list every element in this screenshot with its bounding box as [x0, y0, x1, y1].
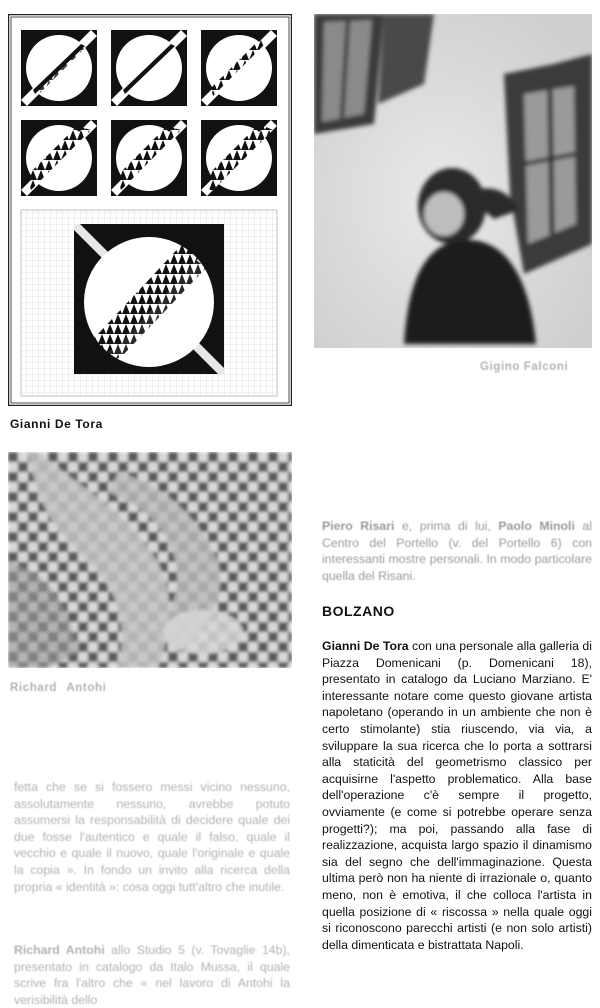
- artwork-tile: [111, 30, 187, 106]
- photo-gigino-falconi: [314, 14, 592, 348]
- caption-photo-falconi: Gigino Falconi: [480, 361, 569, 373]
- section-heading-bolzano: BOLZANO: [322, 603, 395, 619]
- artist-name: Piero Risari: [322, 519, 395, 533]
- artwork-tile: [201, 120, 277, 196]
- intro-paragraph: [322, 518, 592, 584]
- bolzano-paragraph: [322, 638, 592, 953]
- paragraph-text: allo Studio 5 (v. Tovaglie 14b), presentato in catalogo da Italo Mussa, il quale scrive fra l'altro che « nel lavoro di Antohi la verisibilità dello: [14, 943, 290, 1007]
- artwork-tile: [201, 30, 277, 106]
- caption-photo-antohi: Richard Antohi: [10, 682, 107, 694]
- left-paragraph-2: [14, 942, 290, 1008]
- artwork-tile: [21, 30, 97, 106]
- artist-name: Gianni De Tora: [322, 639, 409, 653]
- paragraph-text: con una personale alla galleria di Piazza Domenicani (p. Domenicani 18), presentato in catalogo da Luciano Marziano. E' interessante notare come questo giovane artista napoletano (operando in un ambiente che non è certo stimolante) stia riuscendo, via via, a sviluppare la sua ricerca che lo porta a sottrarsi alla staticità del geometrismo classico per acquisirne l'aspetto problematico. Alla base dell'operazione c'è sempre il progetto, ovviamente (e come si potrebbe operare senza progetti?); ma poi, passando alla fase di realizzazione, acquista largo spazio il dinamismo sia del segno che dell'immaginazione. Questa ultima però non ha niente di irrazionale o, quanto meno, non è emotiva, il che colloca l'artista in quella posizione di « riscossa » nella quale oggi si riconoscono parecchi artisti (e non solo artisti) della dimenticata e bistrattata Napoli.: [322, 639, 592, 952]
- artist-name: Richard Antohi: [14, 943, 105, 957]
- artist-name: Paolo Minoli: [498, 519, 575, 533]
- artwork-large-panel: [21, 210, 277, 396]
- photo-richard-antohi: [8, 452, 292, 668]
- artwork-tile: [111, 120, 187, 196]
- left-paragraph-1: fetta che se si fossero messi vicino nessuno, assolutamente nessuno, avrebbe potuto assumersi la responsabilità di decidere quale dei due fosse l'autentico e quale il falso, quale il vecchio e quale il nuovo, quale l'originale e quale la copia ». In fondo un invito alla ricerca della propria « identità »: cosa oggi tutt'altro che inutile.: [14, 780, 290, 894]
- artwork-gianni-de-tora: [8, 14, 292, 406]
- caption-artwork: Gianni De Tora: [10, 417, 103, 431]
- artwork-tile: [21, 120, 97, 196]
- intro-text: e, prima di lui,: [394, 519, 499, 533]
- intro-text: al Centro del Portello (v. del Portello 6) con interessanti mostre personali. In modo particolare quella del Risani.: [322, 519, 592, 583]
